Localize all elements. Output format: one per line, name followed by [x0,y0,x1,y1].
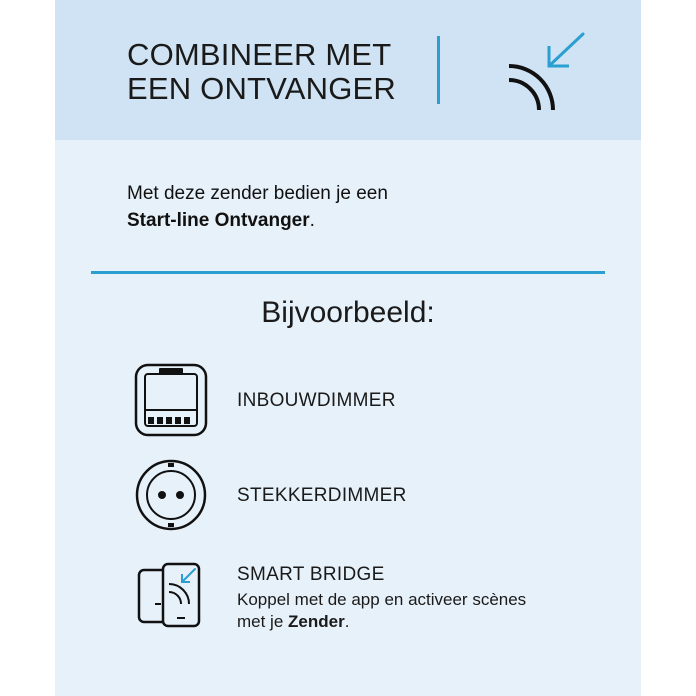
header-title [127,38,427,106]
header-title-line1: COMBINEER MET [127,37,392,72]
inbouwdimmer-icon [133,362,209,438]
smart-bridge-icon [133,560,209,636]
item-label: SMART BRIDGE [237,564,385,585]
header-band [55,0,641,140]
item-desc-line2-suffix: . [344,612,350,631]
item-desc-line1: Koppel met de app en activeer scènes [237,590,527,609]
receiver-signal-icon [505,30,595,120]
intro-line2 [127,207,567,234]
item-description [237,589,597,633]
intro-line1: Met deze zender bedien je een [127,183,388,204]
example-heading: Bijvoorbeeld: [261,296,435,329]
header-divider [437,36,440,104]
list-item-stekkerdimmer [133,457,613,533]
intro-text [127,180,567,234]
item-label: INBOUWDIMMER [237,390,396,411]
item-desc-line2 [237,611,597,633]
stekkerdimmer-icon [133,457,209,533]
list-item-inbouwdimmer [133,362,613,438]
intro-line2-suffix: . [309,210,315,231]
list-item-smart-bridge [133,560,613,640]
info-panel [55,0,641,696]
item-desc-line2-prefix: met je [237,612,289,631]
section-divider [91,271,605,274]
header-title-line2: EEN ONTVANGER [127,71,397,106]
item-label: STEKKERDIMMER [237,485,407,506]
intro-receiver-name: Start-line Ontvanger [127,210,310,231]
item-desc-zender: Zender [288,612,345,631]
